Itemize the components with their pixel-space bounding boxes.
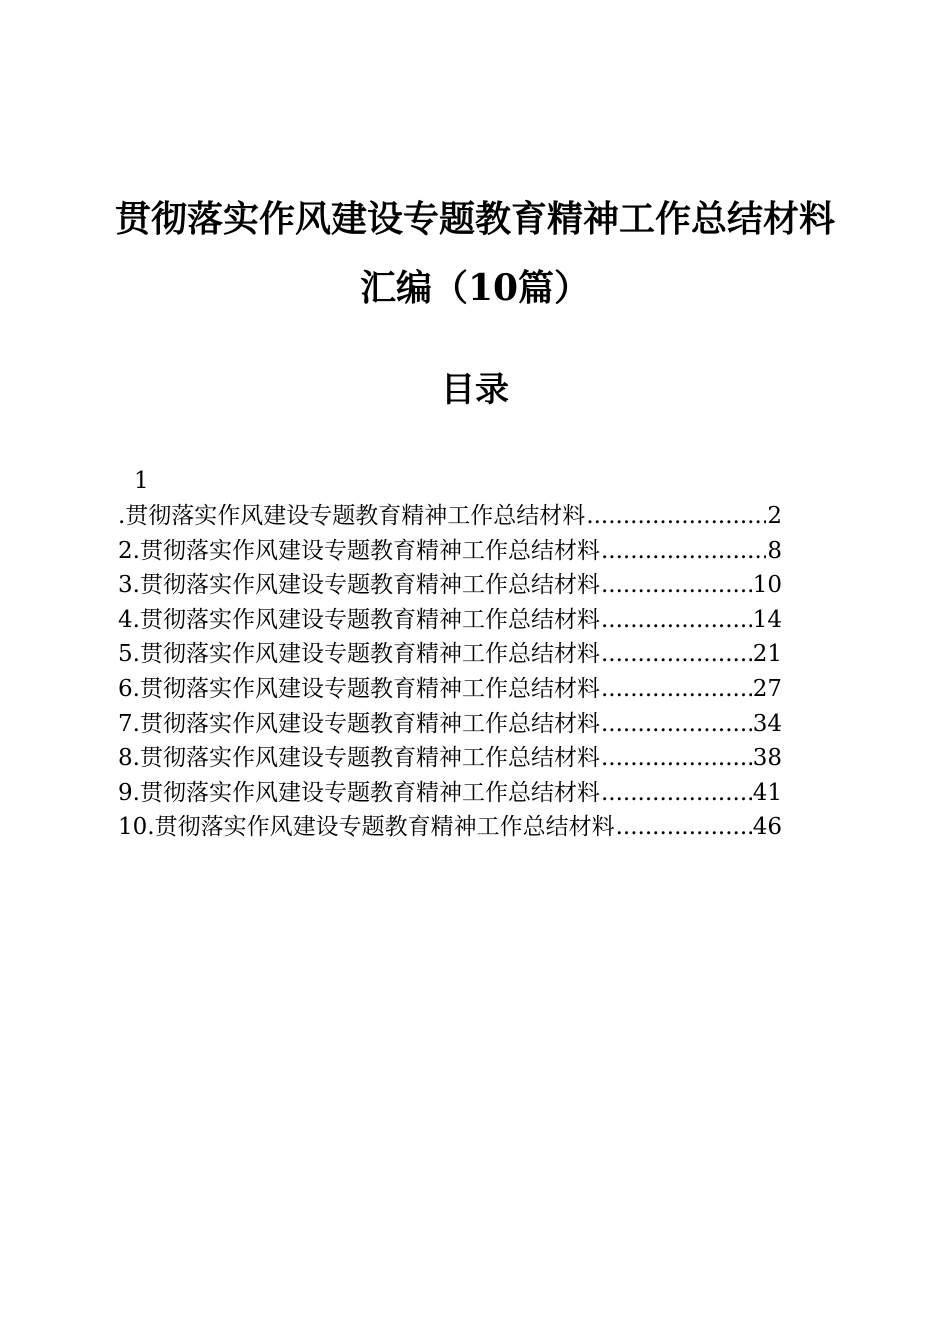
toc-item-1-number: 1: [134, 468, 149, 494]
toc-item-page: 2: [767, 503, 782, 529]
toc-item[interactable]: [118, 776, 782, 811]
table-of-contents: [118, 463, 782, 845]
toc-leader-dots: [586, 499, 766, 534]
toc-item-page: 38: [752, 745, 782, 772]
toc-item-page: 8: [767, 537, 782, 564]
toc-leader-dots: [601, 603, 752, 638]
toc-item[interactable]: [118, 568, 782, 603]
toc-item-label: 4.贯彻落实作风建设专题教育精神工作总结材料: [118, 606, 600, 633]
toc-item[interactable]: [118, 603, 782, 638]
toc-item[interactable]: [118, 707, 782, 742]
toc-leader-dots: [601, 707, 752, 742]
document-title-line2: 汇编（10篇）: [359, 267, 591, 309]
toc-item-page: 34: [752, 710, 782, 737]
toc-item-page: 46: [752, 814, 782, 841]
toc-item-label: 3.贯彻落实作风建设专题教育精神工作总结材料: [118, 572, 600, 599]
toc-item-page: 41: [752, 779, 782, 806]
toc-item-label: .贯彻落实作风建设专题教育精神工作总结材料: [118, 503, 586, 529]
toc-item[interactable]: [118, 741, 782, 776]
toc-heading: 目录: [441, 370, 509, 410]
toc-item[interactable]: [118, 499, 782, 534]
toc-leader-dots: [601, 672, 752, 707]
toc-leader-dots: [601, 637, 752, 672]
toc-leader-dots: [601, 534, 766, 569]
toc-item-label: 8.贯彻落实作风建设专题教育精神工作总结材料: [118, 745, 600, 772]
document-title-line1: 贯彻落实作风建设专题教育精神工作总结材料: [114, 198, 835, 240]
toc-item-label: 2.贯彻落实作风建设专题教育精神工作总结材料: [118, 537, 600, 564]
toc-item-page: 14: [752, 606, 782, 633]
toc-item[interactable]: [118, 534, 782, 569]
toc-leader-dots: [601, 776, 752, 811]
toc-item-label: 5.贯彻落实作风建设专题教育精神工作总结材料: [118, 641, 600, 668]
toc-item-page: 27: [752, 675, 782, 702]
toc-item-label: 10.贯彻落实作风建设专题教育精神工作总结材料: [118, 814, 615, 841]
toc-item-page: 10: [752, 572, 782, 599]
toc-item[interactable]: [118, 672, 782, 707]
toc-item[interactable]: [118, 810, 782, 845]
toc-leader-dots: [601, 741, 752, 776]
toc-item-label: 9.贯彻落实作风建设专题教育精神工作总结材料: [118, 779, 600, 806]
toc-item-page: 21: [752, 641, 782, 668]
toc-leader-dots: [616, 810, 752, 845]
toc-item-label: 6.贯彻落实作风建设专题教育精神工作总结材料: [118, 675, 600, 702]
toc-item-label: 7.贯彻落实作风建设专题教育精神工作总结材料: [118, 710, 600, 737]
toc-item[interactable]: [118, 637, 782, 672]
toc-leader-dots: [601, 568, 752, 603]
